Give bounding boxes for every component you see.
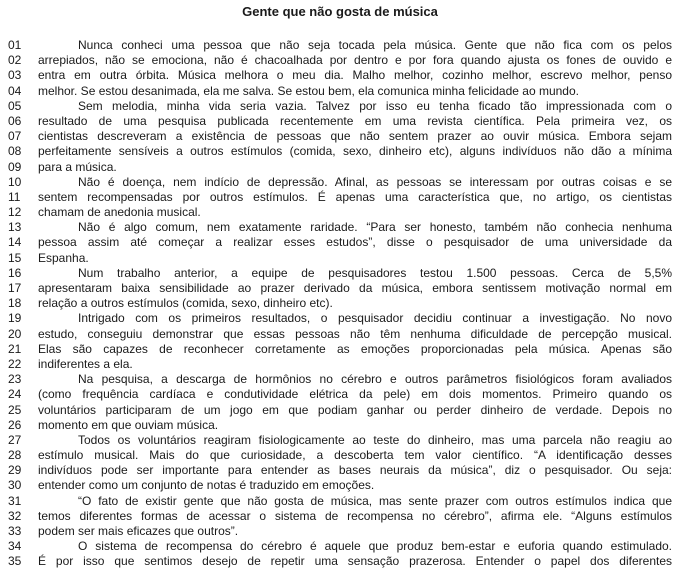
line-text: O sistema de recompensa do cérebro é aquele que produz bem-estar e euforia quando estimulado.	[78, 539, 672, 554]
line-number: 18	[8, 296, 22, 311]
line-text: indiferentes a ela.	[38, 356, 133, 371]
line-row	[8, 524, 672, 539]
line-row	[8, 539, 672, 554]
text-lines	[8, 38, 672, 570]
line-number: 25	[8, 402, 22, 417]
document-title: Gente que não gosta de música	[242, 4, 438, 19]
line-number: 20	[8, 326, 22, 341]
line-text: resultado de uma pesquisa publicada recentemente em uma revista científica. Pela primeira vez, os	[38, 113, 672, 128]
line-number: 07	[8, 129, 22, 144]
line-text: “O fato de existir gente que não gosta de música, mas sente prazer com outros estímulos indica que	[78, 493, 672, 508]
line-row	[8, 190, 672, 205]
line-number: 02	[8, 53, 22, 68]
line-text: estudo, conseguiu demonstrar que essas pessoas não têm nenhuma dificuldade de percepção musical.	[38, 326, 672, 341]
line-row	[8, 463, 672, 478]
line-text: sentem recompensadas por outros estímulos. É apenas uma característica que, no artigo, os cientistas	[38, 189, 672, 204]
line-text: Nunca conheci uma pessoa que não seja tocada pela música. Gente que não fica com os pelos	[78, 38, 672, 52]
line-row	[8, 281, 672, 296]
line-number: 34	[8, 539, 22, 554]
line-number: 35	[8, 554, 22, 569]
line-text: entra em outra órbita. Música melhora o meu dia. Malho melhor, cozinho melhor, escrevo melhor, penso	[38, 68, 672, 83]
line-row	[8, 509, 672, 524]
line-text: estímulo musical. Mais do que curiosidade, a descoberta tem valor científico. “A identificação desses	[38, 448, 672, 463]
line-row	[8, 220, 672, 235]
line-number: 09	[8, 159, 22, 174]
line-text: arrepiados, não se emociona, não é chacoalhada por dentro e por fora quando ajusta os fones de ouvido e	[38, 53, 672, 68]
line-row	[8, 99, 672, 114]
line-row	[8, 235, 672, 250]
line-text: para a música.	[38, 159, 117, 174]
line-number: 10	[8, 174, 22, 189]
line-text: Não é doença, nem indício de depressão. Afinal, as pessoas se interessam por outras coisas e se	[78, 174, 672, 189]
line-text: entender como um conjunto de notas é traduzido em emoções.	[38, 478, 375, 493]
line-text: Na pesquisa, a descarga de hormônios no cérebro e outros parâmetros fisiológicos foram avaliados	[78, 372, 672, 387]
line-number: 01	[8, 38, 22, 52]
line-text: perfeitamente sensíveis a outros estímulos (comida, sexo, dinheiro etc), alguns indivíduos não dão a mínima	[38, 144, 672, 159]
line-row	[8, 357, 672, 372]
line-text: temos diferentes formas de acessar o sistema de recompensa no cérebro”, afirma ele. “Alguns estímulos	[38, 508, 672, 523]
line-number: 15	[8, 250, 22, 265]
line-row	[8, 418, 672, 433]
line-row	[8, 327, 672, 342]
line-text: Sem melodia, minha vida seria vazia. Talvez por isso eu tenha ficado tão impressionada com o	[78, 98, 672, 113]
line-number: 23	[8, 372, 22, 387]
line-number: 32	[8, 508, 22, 523]
line-row	[8, 266, 672, 281]
line-number: 06	[8, 113, 22, 128]
line-text: pessoa assim até começar a realizar esses estudos”, disse o pesquisador de uma universidade da	[38, 235, 672, 250]
line-number: 33	[8, 524, 22, 538]
line-row	[8, 38, 672, 53]
line-row	[8, 494, 672, 509]
line-row	[8, 114, 672, 129]
line-number: 19	[8, 311, 22, 326]
line-text: voluntários participaram de um jogo em que podiam ganhar ou perder dinheiro de verdade. Depois no	[38, 402, 672, 417]
line-row	[8, 387, 672, 402]
line-row	[8, 433, 672, 448]
line-row	[8, 144, 672, 159]
line-row	[8, 251, 672, 266]
line-text: podem ser mais eficazes que outros”.	[38, 524, 239, 538]
line-row	[8, 448, 672, 463]
line-row	[8, 554, 672, 569]
line-number: 14	[8, 235, 22, 250]
line-row	[8, 160, 672, 175]
line-text: momento em que ouviam música.	[38, 417, 219, 432]
line-text: relação a outros estímulos (comida, sexo, dinheiro etc).	[38, 296, 333, 311]
line-row	[8, 311, 672, 326]
line-number: 28	[8, 448, 22, 463]
line-number: 30	[8, 478, 22, 493]
line-number: 21	[8, 341, 22, 356]
line-text: Num trabalho anterior, a equipe de pesquisadores testou 1.500 pessoas. Cerca de 5,5%	[78, 265, 672, 280]
line-text: (como frequência cardíaca e condutividade elétrica da pele) em dois momentos. Primeiro quando os	[38, 387, 672, 402]
line-number: 27	[8, 432, 22, 447]
line-row	[8, 84, 672, 99]
line-row	[8, 175, 672, 190]
line-number: 12	[8, 205, 22, 220]
line-text: Todos os voluntários reagiram fisiologicamente ao teste do dinheiro, mas uma parcela não reagiu ao	[78, 432, 672, 447]
line-text: chamam de anedonia musical.	[38, 205, 201, 220]
line-row	[8, 372, 672, 387]
line-text: Espanha.	[38, 250, 89, 265]
line-text: Não é algo comum, nem exatamente raridade. “Para ser honesto, também não conhecia nenhuma	[78, 220, 672, 235]
line-number: 24	[8, 387, 22, 402]
line-row	[8, 478, 672, 493]
line-text: É por isso que sentimos desejo de repetir uma sensação prazerosa. Entender o papel dos diferentes	[38, 554, 672, 569]
line-row	[8, 53, 672, 68]
line-row	[8, 68, 672, 83]
line-number: 08	[8, 144, 22, 159]
line-text: indivíduos pode ser importante para entender as bases neurais da música”, diz o pesquisador. Ou seja:	[38, 463, 672, 478]
line-number: 04	[8, 83, 22, 98]
line-row	[8, 205, 672, 220]
line-number: 17	[8, 281, 22, 295]
line-number: 13	[8, 220, 22, 235]
line-number: 29	[8, 463, 22, 478]
line-text: Elas são capazes de reconhecer corretamente as emoções proporcionadas pela música. Apenas são	[38, 341, 672, 356]
line-row	[8, 342, 672, 357]
line-text: cientistas descreveram a existência de pessoas que não sentem prazer ao ouvir música. Embora sejam	[38, 129, 672, 144]
line-text: Intrigado com os primeiros resultados, o pesquisador decidiu continuar a investigação. No novo	[78, 311, 672, 326]
line-number: 16	[8, 265, 22, 280]
line-number: 31	[8, 493, 22, 508]
line-text: apresentaram baixa sensibilidade ao prazer derivado da música, embora sentissem motivação normal em	[38, 281, 672, 295]
line-number: 22	[8, 356, 22, 371]
line-number: 03	[8, 68, 22, 83]
line-row	[8, 129, 672, 144]
line-number: 05	[8, 98, 22, 113]
line-row	[8, 296, 672, 311]
line-number: 26	[8, 417, 22, 432]
line-text: melhor. Se estou desanimada, ela me salva. Se estou bem, ela comunica minha felicidade ao mundo.	[38, 83, 579, 98]
line-row	[8, 403, 672, 418]
line-number: 11	[8, 189, 21, 204]
